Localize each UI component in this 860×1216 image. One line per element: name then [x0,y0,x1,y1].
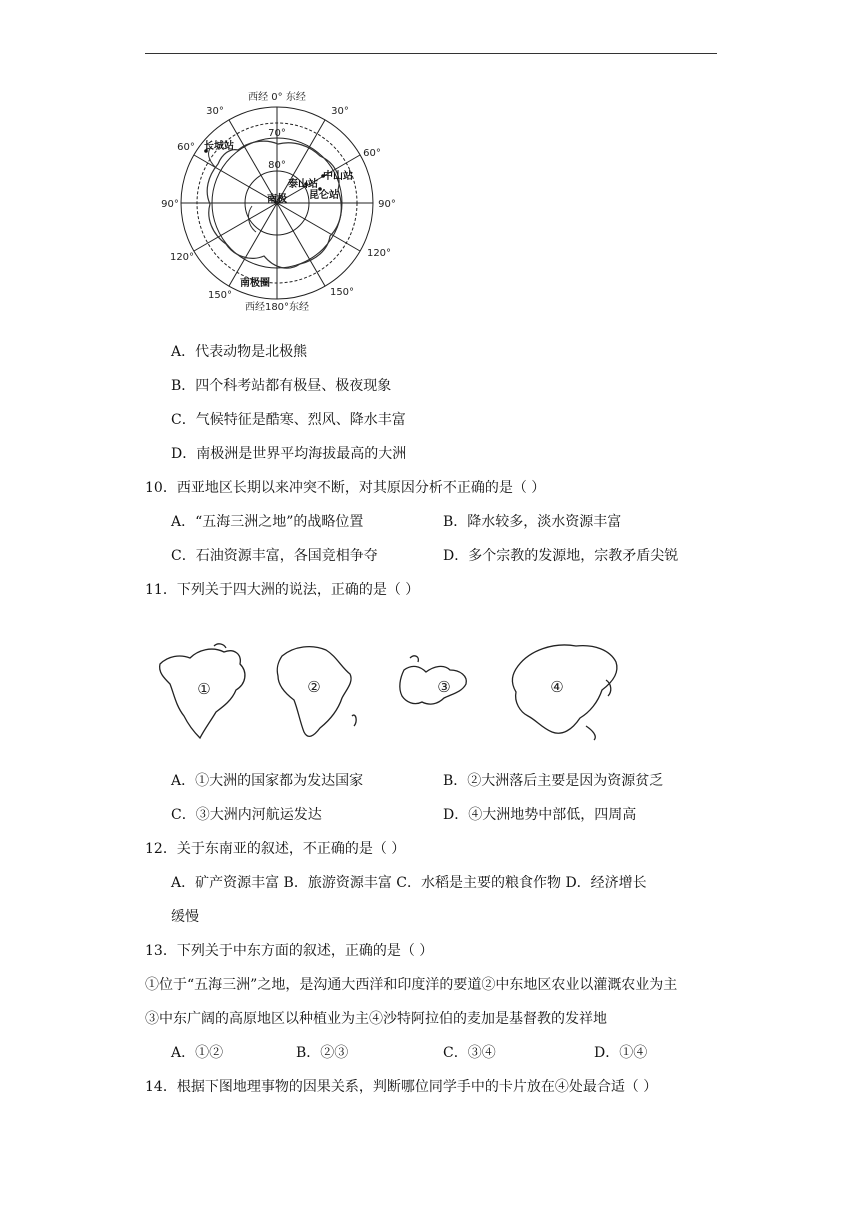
q11-stem: 11．下列关于四大洲的说法，正确的是（ ） [145,582,420,598]
q14-stem: 14．根据下图地理事物的因果关系，判断哪位同学手中的卡片放在④处最合适（ ） [145,1079,658,1095]
continent-2-label: ② [307,678,321,696]
q11-option-d: D．④大洲地势中部低，四周高 [443,807,637,823]
q10-option-d: D．多个宗教的发源地，宗教矛盾尖锐 [443,548,679,564]
lat-70-label: 70° [268,128,286,139]
lon-90-left-label: 90° [161,199,179,210]
q11-option-b: B．②大洲落后主要是因为资源贫乏 [443,773,664,789]
lon-30-left-label: 30° [206,106,224,117]
continents-outline-svg [154,636,624,748]
lon-60-right-label: 60° [363,148,381,159]
q12-options-line1: A．矿产资源丰富 B．旅游资源丰富 C．水稻是主要的粮食作物 D．经济增长 [171,875,647,891]
q10-stem: 10．西亚地区长期以来冲突不断，对其原因分析不正确的是（ ） [145,480,546,496]
q13-option-c: C．③④ [443,1045,496,1061]
q13-option-b: B．②③ [296,1045,349,1061]
header-rule [145,53,717,54]
q9-option-c: C．气候特征是酷寒、烈风、降水丰富 [171,412,406,428]
lat-80-label: 80° [268,160,286,171]
continent-4-label: ④ [550,678,564,696]
lon-120-left-label: 120° [169,252,195,263]
antarctica-map-figure [160,86,410,318]
q12-options-line2: 缓慢 [171,909,199,925]
q9-option-a: A．代表动物是北极熊 [171,344,308,360]
q13-option-a: A．①② [171,1045,224,1061]
antarctica-map [160,86,410,318]
continents-figure [154,636,624,748]
q10-option-b: B．降水较多，淡水资源丰富 [443,514,622,530]
lon-150-left-label: 150° [207,290,233,301]
q10-option-a: A．“五海三洲之地”的战略位置 [171,514,364,530]
q10-option-c: C．石油资源丰富，各国竞相争夺 [171,548,378,564]
bottom-meridian-label: 西经180°东经 [244,302,310,313]
q9-option-d: D．南极洲是世界平均海拔最高的大洲 [171,446,407,462]
q11-option-c: C．③大洲内河航运发达 [171,807,322,823]
great-wall-station-label: 长城站 [204,141,234,152]
zhongshan-station-label: 中山站 [323,171,353,182]
taishan-station-label: 泰山站 [288,179,318,190]
lon-60-left-label: 60° [177,142,195,153]
q12-stem: 12．关于东南亚的叙述，不正确的是（ ） [145,841,406,857]
q13-statement-line2: ③中东广阔的高原地区以种植业为主④沙特阿拉伯的麦加是基督教的发祥地 [145,1011,607,1027]
lon-120-right-label: 120° [366,248,392,259]
lon-30-right-label: 30° [331,106,349,117]
q13-option-d: D．①④ [594,1045,648,1061]
q11-option-a: A．①大洲的国家都为发达国家 [171,773,364,789]
south-pole-label: 南极 [267,194,287,205]
continent-1-label: ① [197,680,211,698]
q13-statement-line1: ①位于“五海三洲”之地，是沟通大西洋和印度洋的要道②中东地区农业以灌溉农业为主 [145,977,678,993]
top-meridian-label: 西经 0° 东经 [248,92,306,103]
lon-150-right-label: 150° [329,287,355,298]
lon-90-right-label: 90° [378,199,396,210]
kunlun-station-label: 昆仑站 [309,190,339,201]
antarctic-circle-label: 南极圈 [240,278,270,289]
continent-3-label: ③ [437,678,451,696]
q13-stem: 13．下列关于中东方面的叙述，正确的是（ ） [145,943,434,959]
q9-option-b: B．四个科考站都有极昼、极夜现象 [171,378,392,394]
